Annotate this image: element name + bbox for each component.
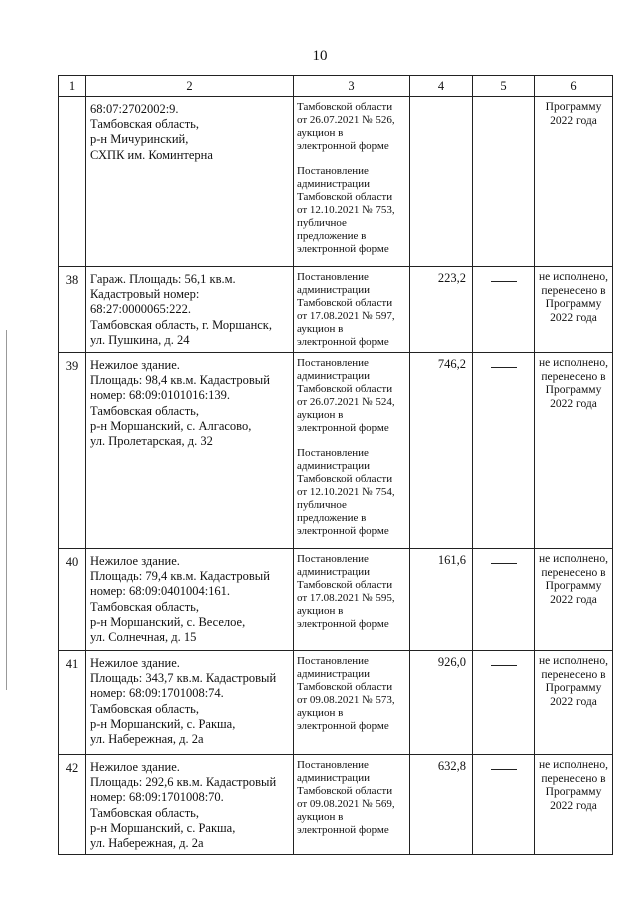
status-cell [535,267,613,353]
resolution-details [294,651,410,755]
price-value: 223,2 [410,267,473,353]
status-line: 2022 года [550,695,597,708]
header-col-2: 2 [86,76,294,97]
resolution-line: от 17.08.2021 № 595, [297,592,395,604]
object-description [86,353,294,549]
resolution-line: Постановление [297,553,369,565]
table-row [59,267,613,353]
status-line: 2022 года [550,593,597,606]
resolution-line: аукцион в [297,323,344,335]
resolution-line: Тамбовской области [297,681,393,693]
resolution-line: Тамбовской области [297,383,393,395]
status-line: 2022 года [550,799,597,812]
dash-mark [491,759,517,770]
resolution-block [297,447,408,538]
description-line: р-н Моршанский, с. Ракша, [90,716,236,731]
resolution-line: электронной форме [297,720,389,732]
resolution-line: Постановление [297,357,369,369]
description-line: Тамбовская область, [90,403,199,418]
status-cell [535,651,613,755]
description-line: Нежилое здание. [90,656,180,670]
row-number: 39 [59,353,86,549]
description-line: Кадастровый номер: [90,287,200,302]
resolution-line: Тамбовской области [297,579,393,591]
status-line: Программу [545,101,602,113]
status-line: не исполнено, [539,759,608,771]
resolution-block [297,553,408,631]
dash-mark [491,357,517,368]
resolution-block [297,655,408,733]
object-description [86,651,294,755]
resolution-line: администрации [297,370,370,382]
description-line: Нежилое здание. [90,760,180,774]
status-cell [535,353,613,549]
header-row [59,76,613,97]
resolution-details [294,549,410,651]
table-row [59,353,613,549]
description-line: ул. Набережная, д. 2а [90,836,204,851]
resolution-line: Постановление [297,759,369,771]
header-col-3: 3 [294,76,410,97]
resolution-line: публичное [297,217,347,229]
table-row [59,651,613,755]
row-number: 42 [59,755,86,855]
resolution-line: предложение в [297,230,367,242]
object-description [86,755,294,855]
row-number: 41 [59,651,86,755]
description-line: р-н Моршанский, с. Алгасово, [90,418,252,433]
description-line: Тамбовская область, [90,117,199,132]
status-line: перенесено в [541,772,606,785]
resolution-line: Тамбовской области [297,101,393,113]
status-cell [535,755,613,855]
resolution-line: Тамбовской области [297,785,393,797]
row-number [59,97,86,267]
resolution-line: от 26.07.2021 № 524, [297,396,395,408]
resolution-details [294,353,410,549]
status-line: 2022 года [550,114,597,127]
description-line: Площадь: 79,4 кв.м. Кадастровый [90,569,270,584]
resolution-line: от 17.08.2021 № 597, [297,310,395,322]
price-value: 746,2 [410,353,473,549]
resolution-line: администрации [297,284,370,296]
col5-cell [473,353,535,549]
resolution-details [294,755,410,855]
object-description [86,549,294,651]
status-line: не исполнено, [539,655,608,667]
resolution-block [297,165,408,256]
description-line: номер: 68:09:0401004:161. [90,584,231,599]
col5-cell [473,651,535,755]
price-value: 632,8 [410,755,473,855]
description-line: Тамбовская область, [90,599,199,614]
status-line: перенесено в [541,566,606,579]
resolution-line: аукцион в [297,707,344,719]
resolution-line: предложение в [297,512,367,524]
object-description [86,97,294,267]
description-line: р-н Моршанский, с. Веселое, [90,614,246,629]
resolution-line: электронной форме [297,618,389,630]
resolution-line: от 12.10.2021 № 753, [297,204,395,216]
price-value [410,97,473,267]
page-number: 10 [312,48,328,64]
table-row [59,549,613,651]
resolution-line: Тамбовской области [297,191,393,203]
dash-mark [491,271,517,282]
description-line: номер: 68:09:0101016:139. [90,388,231,403]
header-col-1: 1 [59,76,86,97]
resolution-block [297,271,408,349]
dash-mark [491,655,517,666]
description-line: 68:07:2702002:9. [90,102,179,116]
description-line: Тамбовская область, [90,805,199,820]
status-cell [535,97,613,267]
resolution-line: электронной форме [297,140,389,152]
status-line: Программу [545,298,602,310]
row-number: 38 [59,267,86,353]
resolution-line: Постановление [297,271,369,283]
resolution-line: от 12.10.2021 № 754, [297,486,395,498]
resolution-line: аукцион в [297,409,344,421]
resolution-line: электронной форме [297,824,389,836]
resolution-line: администрации [297,460,370,472]
status-line: не исполнено, [539,271,608,283]
status-line: Программу [545,384,602,396]
resolution-line: администрации [297,772,370,784]
col5-cell [473,755,535,855]
object-description [86,267,294,353]
description-line: СХПК им. Коминтерна [90,147,213,162]
property-table [58,75,613,855]
resolution-line: от 09.08.2021 № 573, [297,694,395,706]
resolution-details [294,97,410,267]
description-line: ул. Солнечная, д. 15 [90,630,197,645]
description-line: ул. Набережная, д. 2а [90,732,204,747]
resolution-line: Постановление [297,447,369,459]
description-line: 68:27:0000065:222. [90,302,192,317]
status-line: перенесено в [541,284,606,297]
resolution-line: администрации [297,668,370,680]
resolution-line: электронной форме [297,243,389,255]
resolution-block [297,357,408,435]
resolution-block [297,759,408,837]
resolution-line: администрации [297,178,370,190]
resolution-line: аукцион в [297,127,344,139]
col5-cell [473,267,535,353]
description-line: номер: 68:09:1701008:74. [90,686,224,701]
description-line: ул. Пушкина, д. 24 [90,332,190,347]
table-row [59,97,613,267]
description-line: Гараж. Площадь: 56,1 кв.м. [90,272,236,286]
col5-cell [473,97,535,267]
description-line: ул. Пролетарская, д. 32 [90,434,213,449]
resolution-line: Постановление [297,165,369,177]
price-value: 161,6 [410,549,473,651]
resolution-line: Постановление [297,655,369,667]
resolution-line: аукцион в [297,811,344,823]
status-cell [535,549,613,651]
resolution-line: от 09.08.2021 № 569, [297,798,395,810]
status-line: Программу [545,786,602,798]
resolution-details [294,267,410,353]
status-line: перенесено в [541,370,606,383]
resolution-line: от 26.07.2021 № 526, [297,114,395,126]
description-line: Площадь: 292,6 кв.м. Кадастровый [90,775,277,790]
status-line: не исполнено, [539,553,608,565]
description-line: Нежилое здание. [90,554,180,568]
row-number: 40 [59,549,86,651]
resolution-line: электронной форме [297,422,389,434]
col5-cell [473,549,535,651]
status-line: 2022 года [550,397,597,410]
description-line: Площадь: 343,7 кв.м. Кадастровый [90,671,277,686]
table-row [59,755,613,855]
status-line: перенесено в [541,668,606,681]
status-line: 2022 года [550,311,597,324]
description-line: Площадь: 98,4 кв.м. Кадастровый [90,373,270,388]
resolution-line: администрации [297,566,370,578]
status-line: Программу [545,682,602,694]
description-line: р-н Моршанский, с. Ракша, [90,820,236,835]
description-line: Нежилое здание. [90,358,180,372]
resolution-block [297,101,408,153]
scan-edge-mark [6,330,7,690]
description-line: Тамбовская область, г. Моршанск, [90,317,273,332]
header-col-5: 5 [473,76,535,97]
resolution-line: электронной форме [297,525,389,537]
resolution-line: Тамбовской области [297,473,393,485]
status-line: Программу [545,580,602,592]
resolution-line: электронной форме [297,336,389,348]
resolution-line: публичное [297,499,347,511]
status-line: не исполнено, [539,357,608,369]
header-col-4: 4 [410,76,473,97]
description-line: Тамбовская область, [90,701,199,716]
description-line: номер: 68:09:1701008:70. [90,790,224,805]
header-col-6: 6 [535,76,613,97]
price-value: 926,0 [410,651,473,755]
resolution-line: Тамбовской области [297,297,393,309]
dash-mark [491,553,517,564]
resolution-line: аукцион в [297,605,344,617]
description-line: р-н Мичуринский, [90,132,189,147]
